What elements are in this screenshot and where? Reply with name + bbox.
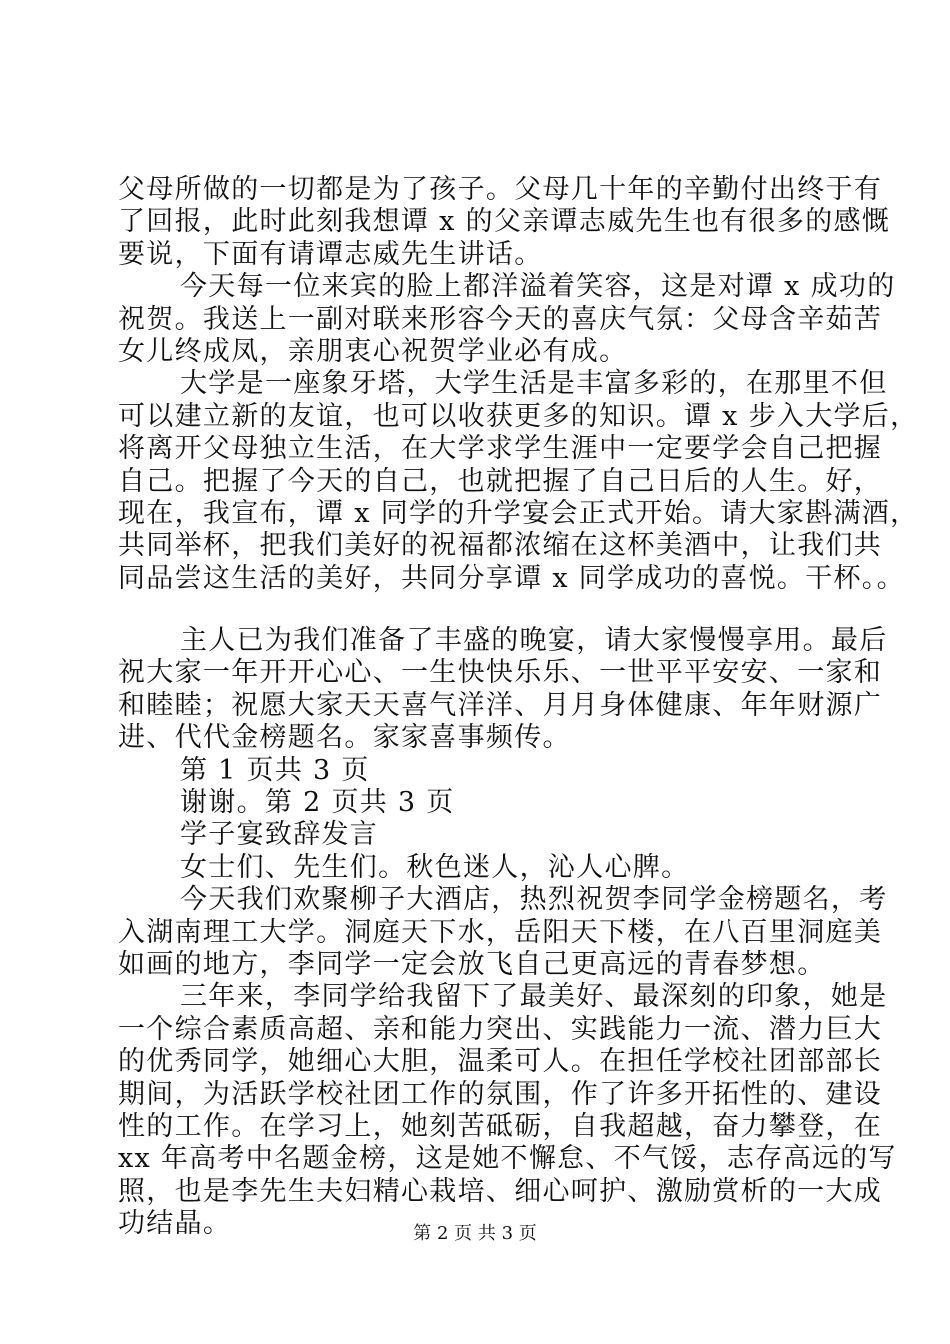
text-line: 女儿终成凤，亲朋衷心祝贺学业必有成。 <box>118 335 628 367</box>
text-line: 照，也是李先生夫妇精心栽培、细心呵护、激励赏析的一大成 <box>118 1175 883 1207</box>
text-line: 入湖南理工大学。洞庭天下水，岳阳天下楼，在八百里洞庭美 <box>118 916 883 948</box>
text-line: 一个综合素质高超、亲和能力突出、实践能力一流、潜力巨大 <box>118 1013 883 1045</box>
text-line: 现在，我宣布，谭 x 同学的升学宴会正式开始。请大家斟满酒， <box>118 497 919 529</box>
text-line: 将离开父母独立生活，在大学求学生涯中一定要学会自己把握 <box>118 433 883 465</box>
text-line: 功结晶。 <box>118 1208 232 1240</box>
text-line: 主人已为我们准备了丰盛的晚宴，请大家慢慢享用。最后 <box>180 625 888 657</box>
text-line: 和睦睦；祝愿大家天天喜气洋洋、月月身体健康、年年财源广 <box>118 689 883 721</box>
text-line: 谢谢。第 2 页共 3 页 <box>180 787 455 819</box>
text-line: 的优秀同学，她细心大胆，温柔可人。在担任学校社团部部长 <box>118 1046 883 1078</box>
text-line: 期间，为活跃学校社团工作的氛围，作了许多开拓性的、建设 <box>118 1078 883 1110</box>
text-line: 同品尝这生活的美好，共同分享谭 x 同学成功的喜悦。干杯。。 <box>118 562 905 594</box>
text-line: 祝贺。我送上一副对联来形容今天的喜庆气氛：父母含辛茹苦 <box>118 303 883 335</box>
text-line: 要说，下面有请谭志威先生讲话。 <box>118 238 543 270</box>
text-line: 进、代代金榜题名。家家喜事频传。 <box>118 722 571 754</box>
document-body <box>118 174 919 1241</box>
text-line: 了回报，此时此刻我想谭 x 的父亲谭志威先生也有很多的感慨 <box>118 206 891 238</box>
text-line: 大学是一座象牙塔，大学生活是丰富多彩的，在那里不但 <box>180 368 888 400</box>
text-line: 祝大家一年开开心心、一生快快乐乐、一世平平安安、一家和 <box>118 657 883 689</box>
text-line: 今天我们欢聚柳子大酒店，热烈祝贺李同学金榜题名，考 <box>180 884 888 916</box>
paragraph-gap <box>118 595 840 625</box>
text-line: 可以建立新的友谊，也可以收获更多的知识。谭 x 步入大学后， <box>118 400 919 432</box>
text-line: 三年来，李同学给我留下了最美好、最深刻的印象，她是 <box>180 981 888 1013</box>
text-line: 共同举杯，把我们美好的祝福都浓缩在这杯美酒中，让我们共 <box>118 530 883 562</box>
text-line: 女士们、先生们。秋色迷人，沁人心脾。 <box>180 851 690 883</box>
section-title: 学子宴致辞发言 <box>180 819 379 851</box>
text-line: xx 年高考中名题金榜，这是她不懈怠、不气馁，志存高远的写 <box>118 1143 897 1175</box>
text-line: 今天每一位来宾的脸上都洋溢着笑容，这是对谭 x 成功的 <box>180 271 896 303</box>
text-line: 父母所做的一切都是为了孩子。父母几十年的辛勤付出终于有 <box>118 174 883 205</box>
text-line: 如画的地方，李同学一定会放飞自己更高远的青春梦想。 <box>118 948 826 980</box>
text-line: 性的工作。在学习上，她刻苦砥砺，自我超越，奋力攀登，在 <box>118 1110 883 1142</box>
text-line: 第 1 页共 3 页 <box>180 754 370 786</box>
text-line: 自己。把握了今天的自己，也就把握了自己日后的人生。好， <box>118 465 883 497</box>
page-number-footer: 第 2 页 共 3 页 <box>413 1223 537 1244</box>
